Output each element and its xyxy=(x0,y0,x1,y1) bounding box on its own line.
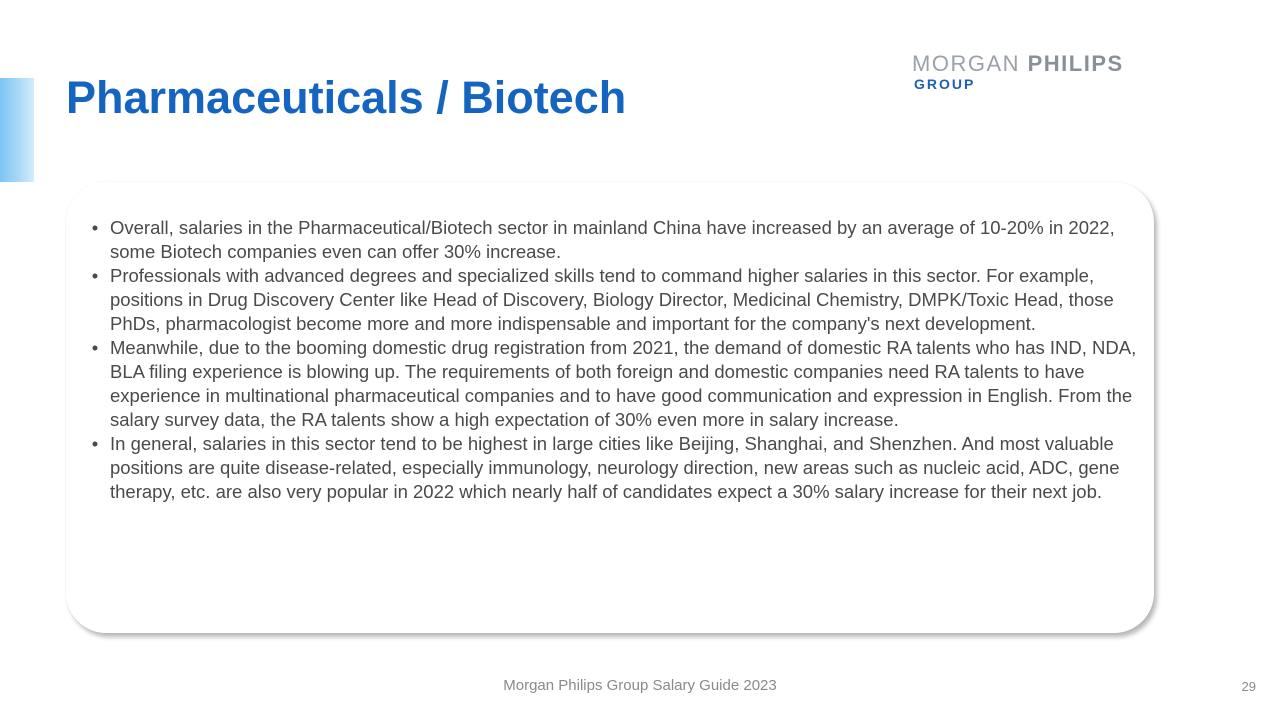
logo-word-morgan: MORGAN xyxy=(912,51,1020,76)
bullet-text: Overall, salaries in the Pharmaceutical/Biotech sector in mainland China have increased by an average of 10-20% in 2022, some Biotech companies even can offer 30% increase. xyxy=(110,217,1115,262)
bullet-item-2 xyxy=(91,264,1140,336)
logo-wordmark xyxy=(912,52,1212,76)
content-card xyxy=(66,182,1154,633)
bullet-text: In general, salaries in this sector tend to be highest in large cities like Beijing, Shanghai, and Shenzhen. And most valuable positions are quite disease-related, especially immunology, neurology direction, new areas such as nucleic acid, ADC, gene therapy, etc. are also very popular in 2022 which nearly half of candidates expect a 30% salary increase for their next job. xyxy=(110,433,1120,502)
logo-word-philips: PHILIPS xyxy=(1027,51,1124,76)
footer-text: Morgan Philips Group Salary Guide 2023 xyxy=(503,677,777,694)
bullet-list xyxy=(91,216,1140,504)
title-accent-bar xyxy=(0,78,34,182)
bullet-marker: • xyxy=(91,217,99,238)
bullet-marker: • xyxy=(91,265,99,286)
bullet-item-3 xyxy=(91,336,1140,432)
bullet-text: Meanwhile, due to the booming domestic drug registration from 2021, the demand of domestic RA talents who has IND, NDA, BLA filing experience is blowing up. The requirements of both foreign and domestic companies need RA talents to have experience in multinational pharmaceutical companies and to have good communication and expression in English. From the salary survey data, the RA talents show a high expectation of 30% even more in salary increase. xyxy=(110,337,1137,430)
page-title: Pharmaceuticals / Biotech xyxy=(66,72,627,123)
bullet-marker: • xyxy=(91,337,99,358)
bullet-item-4 xyxy=(91,432,1140,504)
page-number: 29 xyxy=(1241,679,1256,694)
bullet-marker: • xyxy=(91,433,99,454)
logo-word-group: GROUP xyxy=(914,76,976,92)
bullet-text: Professionals with advanced degrees and specialized skills tend to command higher salaries in this sector. For example, positions in Drug Discovery Center like Head of Discovery, Biology Director, Medicinal Chemistry, DMPK/Toxic Head, those PhDs, pharmacologist become more and more indispensable and important for the company's next development. xyxy=(110,265,1114,334)
bullet-item-1 xyxy=(91,216,1140,264)
company-logo xyxy=(912,52,1212,96)
